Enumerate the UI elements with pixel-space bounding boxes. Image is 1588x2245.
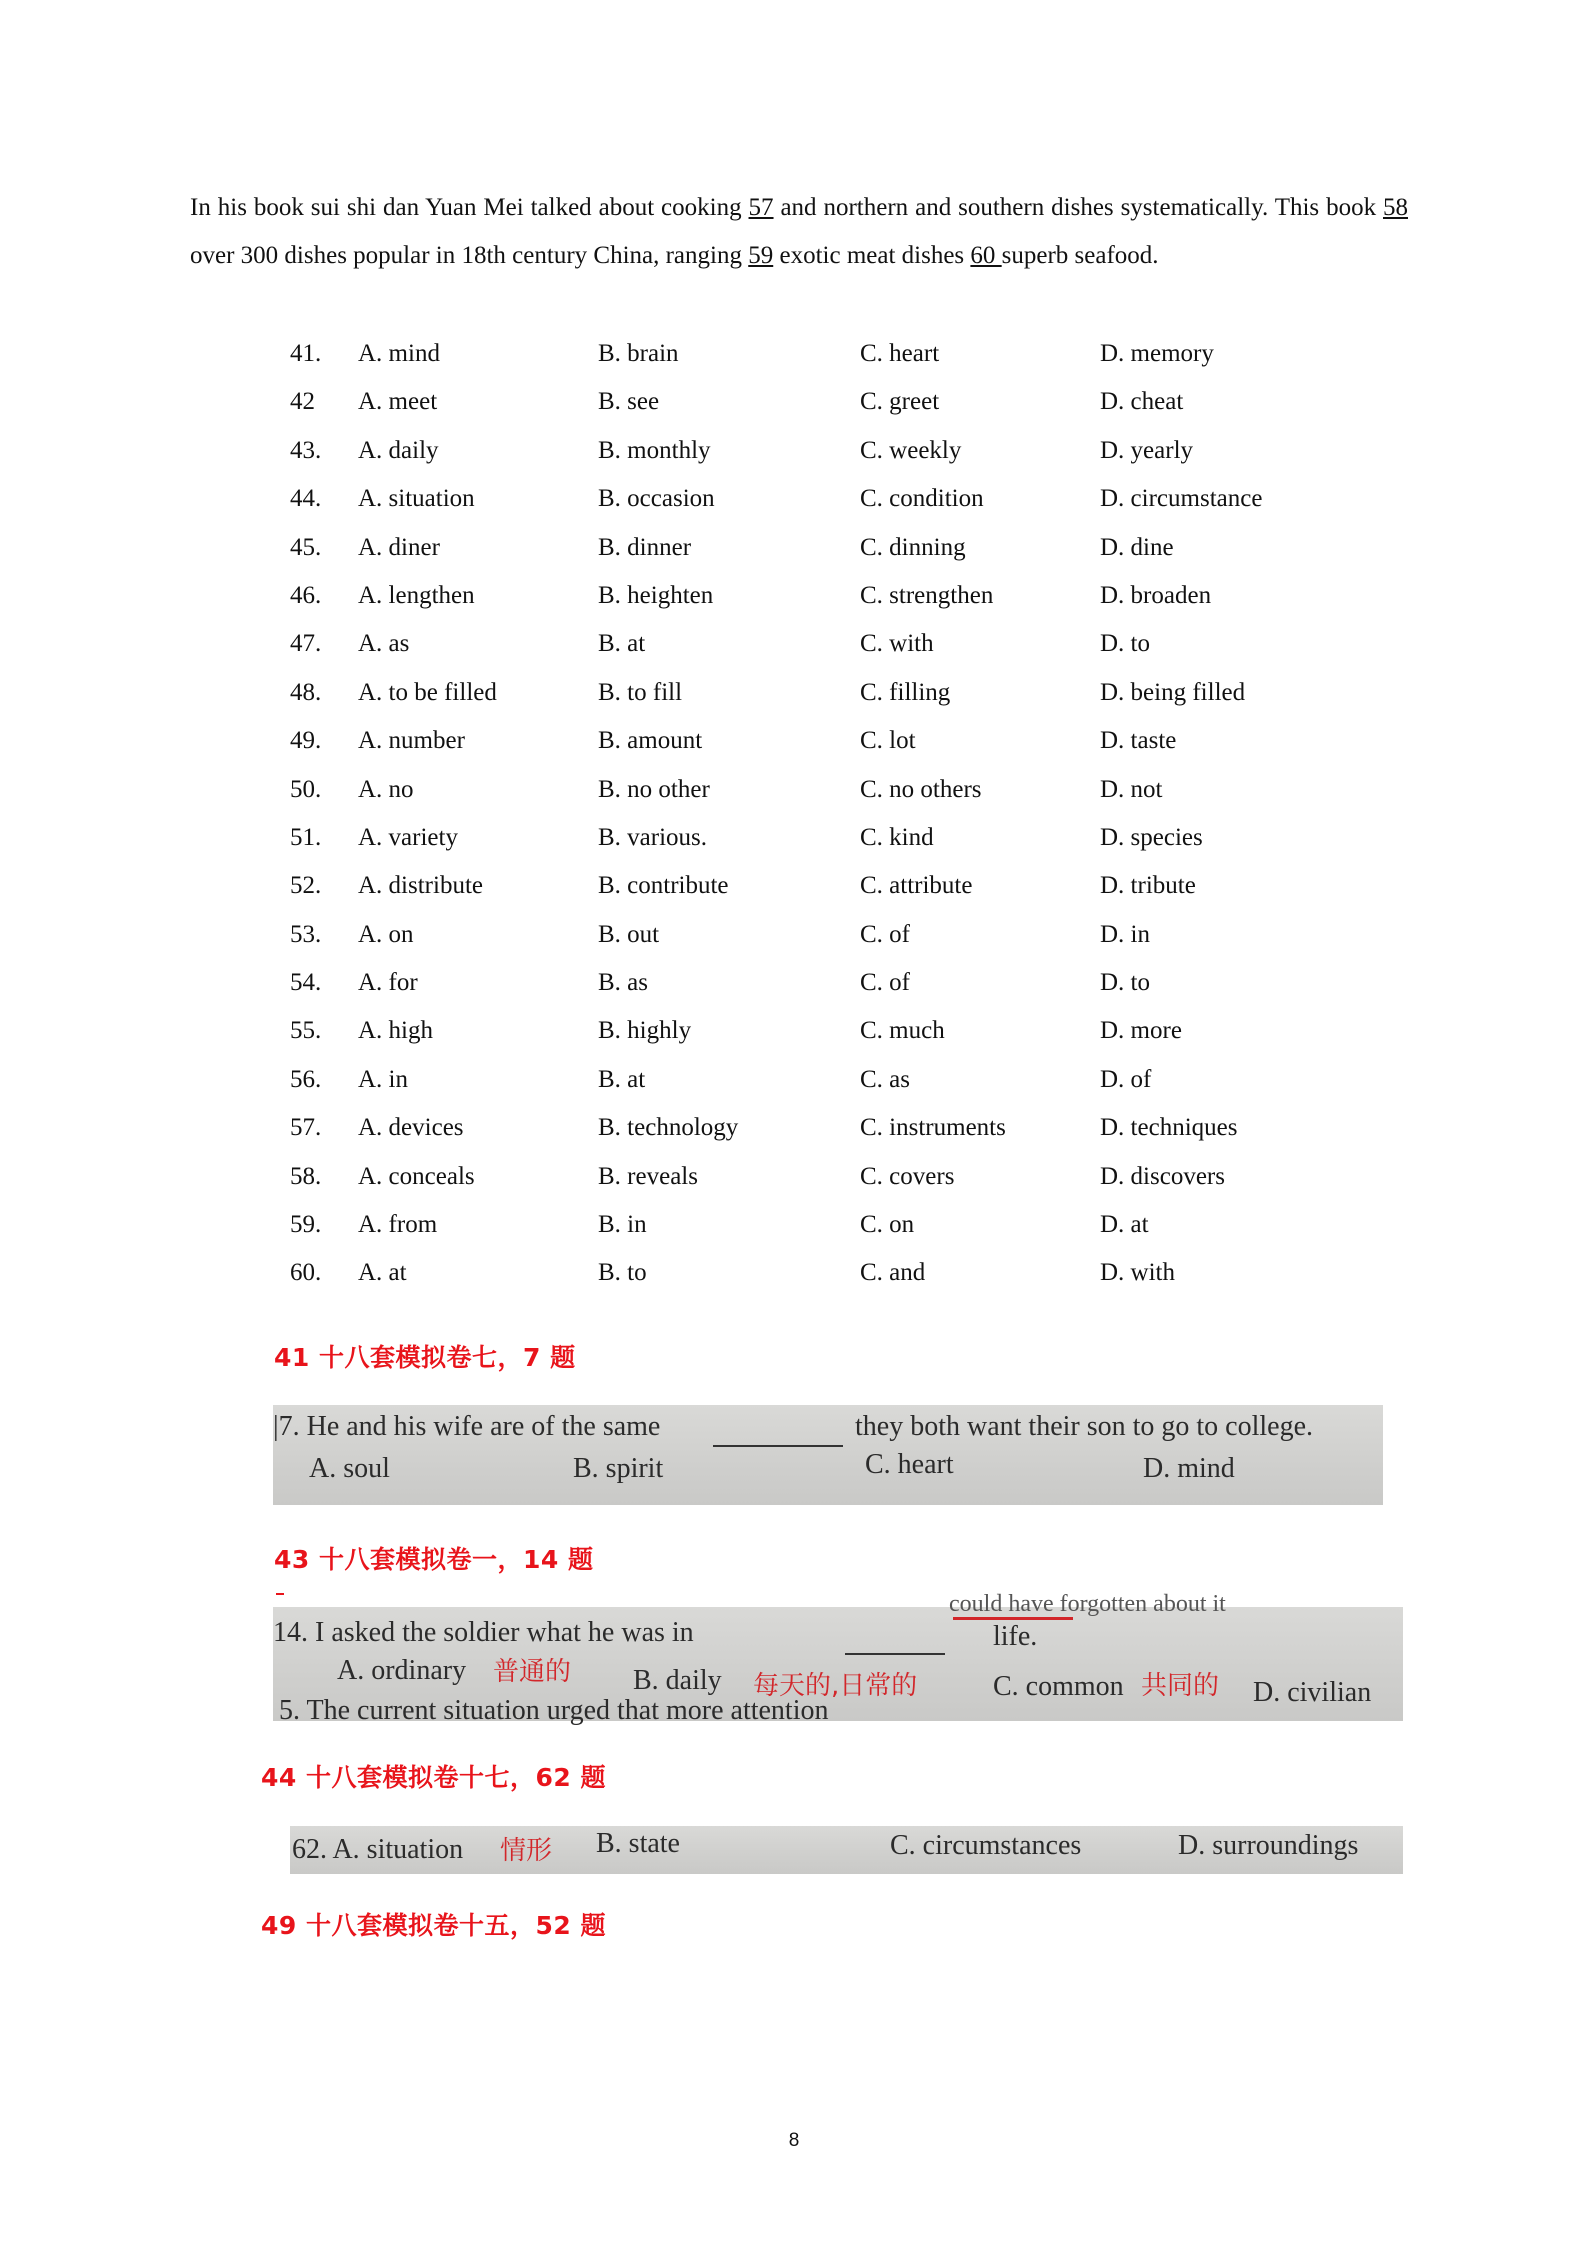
question-row [0, 862, 1588, 910]
option-b: B. dinner [598, 533, 692, 561]
question-number: 50. [290, 775, 322, 803]
reference-41: 41 十八套模拟卷七，7 题 [274, 1343, 576, 1372]
reference-49: 49 十八套模拟卷十五，52 题 [261, 1911, 606, 1940]
snippet-option-a: A. ordinary [337, 1655, 467, 1686]
option-c: C. attribute [860, 872, 973, 900]
option-b: B. at [598, 1065, 646, 1093]
handwritten-note: 情形 [500, 1836, 553, 1866]
option-c: C. strengthen [860, 581, 994, 609]
question-row [0, 1007, 1588, 1055]
option-a: A. diner [358, 533, 440, 561]
question-row [0, 669, 1588, 717]
option-b: B. as [598, 969, 648, 997]
option-b: B. monthly [598, 436, 711, 464]
option-d: D. memory [1100, 340, 1214, 367]
question-number: 44. [290, 485, 322, 513]
option-c: C. greet [860, 388, 940, 416]
passage-part: In his book sui shi dan Yuan Mei talked about cooking [190, 194, 749, 221]
question-row [0, 524, 1588, 572]
question-number: 43. [290, 436, 322, 464]
option-a: A. from [358, 1211, 438, 1239]
option-d: D. more [1100, 1017, 1182, 1045]
snippet-stem: they both want their son to go to college. [855, 1411, 1314, 1442]
snippet-option-d: D. mind [1143, 1453, 1235, 1484]
option-c: C. of [860, 969, 910, 997]
question-number: 42 [290, 388, 315, 416]
question-number: 54. [290, 969, 322, 997]
option-a: A. distribute [358, 872, 483, 900]
option-d: D. tribute [1100, 872, 1196, 900]
blank-57: 57 [748, 194, 774, 221]
reference-43: 43 十八套模拟卷一，14 题 [274, 1545, 594, 1574]
option-b: B. reveals [598, 1162, 698, 1190]
option-b: B. see [598, 388, 660, 416]
option-d: D. to [1100, 630, 1150, 658]
question-row [0, 1249, 1588, 1297]
question-number: 49. [290, 727, 322, 755]
answer-blank-line [845, 1653, 945, 1655]
snippet-option-b: B. daily [633, 1665, 722, 1696]
option-a: A. number [358, 727, 465, 755]
question-number: 45. [290, 533, 322, 561]
option-b: B. brain [598, 340, 679, 367]
option-d: D. species [1100, 823, 1203, 851]
option-a: A. to be filled [358, 678, 497, 706]
passage-text [190, 184, 1408, 280]
option-c: C. on [860, 1211, 915, 1239]
question-row [0, 378, 1588, 426]
option-c: C. kind [860, 823, 934, 851]
option-a: A. on [358, 920, 414, 948]
option-a: A. daily [358, 436, 439, 464]
snippet-option-a: A. soul [309, 1453, 390, 1484]
snippet-option-c: C. heart [865, 1449, 954, 1480]
option-a: A. lengthen [358, 581, 475, 609]
option-b: B. technology [598, 1114, 739, 1142]
question-number: 53. [290, 920, 322, 948]
option-d: D. not [1100, 775, 1163, 803]
option-b: B. highly [598, 1017, 692, 1045]
option-a: A. in [358, 1065, 408, 1093]
option-b: B. heighten [598, 581, 714, 609]
option-d: D. with [1100, 1259, 1175, 1287]
question-number: 56. [290, 1065, 322, 1093]
question-row [0, 814, 1588, 862]
question-number: 48. [290, 678, 322, 706]
option-d: D. taste [1100, 727, 1177, 755]
handwritten-note: 每天的,日常的 [753, 1671, 918, 1701]
option-d: D. techniques [1100, 1114, 1238, 1142]
option-c: C. as [860, 1065, 910, 1093]
option-b: B. no other [598, 775, 710, 803]
option-c: C. and [860, 1259, 926, 1287]
question-row [0, 1201, 1588, 1249]
blank-58: 58 [1383, 194, 1408, 221]
question-row [0, 620, 1588, 668]
option-b: B. occasion [598, 485, 715, 513]
option-a: A. conceals [358, 1162, 475, 1190]
question-number: 58. [290, 1162, 322, 1190]
question-row [0, 959, 1588, 1007]
passage-part: and northern and southern dishes systematically. This book [773, 194, 1383, 221]
question-number: 52. [290, 872, 322, 900]
question-number: 51. [290, 823, 322, 851]
snippet-option-c: C. circumstances [890, 1830, 1082, 1861]
options-list [0, 330, 1588, 1298]
handwritten-note: 共同的 [1141, 1671, 1220, 1701]
passage-part: over 300 dishes popular in 18th century China, ranging [190, 242, 749, 269]
option-d: D. being filled [1100, 678, 1246, 706]
snippet-option-b: B. state [596, 1828, 680, 1859]
blank-59: 59 [748, 242, 774, 269]
scan-snippet-q7 [273, 1405, 1383, 1505]
option-c: C. with [860, 630, 934, 658]
option-c: C. of [860, 920, 910, 948]
question-number: 59. [290, 1211, 322, 1239]
option-c: C. filling [860, 678, 951, 706]
question-row [0, 427, 1588, 475]
option-a: A. for [358, 969, 418, 997]
option-b: B. in [598, 1211, 647, 1239]
question-row [0, 717, 1588, 765]
question-row [0, 330, 1588, 378]
scan-snippet-q62 [290, 1826, 1403, 1874]
option-d: D. discovers [1100, 1162, 1225, 1190]
option-c: C. heart [860, 340, 940, 367]
option-d: D. broaden [1100, 581, 1212, 609]
snippet-cut-text: 5. The current situation urged that more attention [279, 1695, 829, 1726]
option-c: C. lot [860, 727, 916, 755]
snippet-option-d: D. surroundings [1178, 1830, 1359, 1861]
option-b: B. various. [598, 823, 708, 851]
question-row [0, 475, 1588, 523]
red-underline [953, 1617, 1073, 1620]
option-d: D. cheat [1100, 388, 1184, 416]
option-c: C. instruments [860, 1114, 1006, 1142]
snippet-stem: |7. He and his wife are of the same [273, 1411, 661, 1442]
question-row [0, 572, 1588, 620]
option-c: C. weekly [860, 436, 962, 464]
passage-part: superb seafood. [1001, 242, 1159, 269]
reference-44: 44 十八套模拟卷十七，62 题 [261, 1763, 606, 1792]
red-mark [276, 1593, 284, 1595]
option-b: B. contribute [598, 872, 729, 900]
option-a: A. meet [358, 388, 438, 416]
option-b: B. at [598, 630, 646, 658]
option-d: D. yearly [1100, 436, 1194, 464]
option-d: D. of [1100, 1065, 1152, 1093]
option-a: A. mind [358, 340, 440, 367]
snippet-option-c: C. common [993, 1671, 1124, 1702]
question-number: 55. [290, 1017, 322, 1045]
option-d: D. circumstance [1100, 485, 1263, 513]
snippet-option-b: B. spirit [573, 1453, 664, 1484]
snippet-cut-text: could have forgotten about it [949, 1591, 1226, 1617]
option-c: C. no others [860, 775, 982, 803]
answer-blank-line [713, 1445, 843, 1447]
option-a: A. variety [358, 823, 458, 851]
scan-snippet-q14 [273, 1591, 1403, 1726]
option-d: D. to [1100, 969, 1150, 997]
option-c: C. dinning [860, 533, 966, 561]
question-number: 41. [290, 340, 322, 367]
question-row [0, 911, 1588, 959]
option-c: C. covers [860, 1162, 955, 1190]
option-a: A. at [358, 1259, 407, 1287]
question-number: 60. [290, 1259, 322, 1287]
option-c: C. much [860, 1017, 945, 1045]
option-a: A. as [358, 630, 410, 658]
question-number: 57. [290, 1114, 322, 1142]
page-number: 8 [788, 2130, 800, 2151]
option-b: B. out [598, 920, 660, 948]
option-a: A. no [358, 775, 414, 803]
option-c: C. condition [860, 485, 984, 513]
snippet-stem: life. [993, 1621, 1038, 1652]
option-a: A. devices [358, 1114, 464, 1142]
question-row [0, 1056, 1588, 1104]
option-a: A. situation [358, 485, 475, 513]
question-row [0, 1153, 1588, 1201]
option-d: D. dine [1100, 533, 1174, 561]
option-d: D. at [1100, 1211, 1149, 1239]
handwritten-note: 普通的 [493, 1657, 572, 1687]
question-row [0, 766, 1588, 814]
option-b: B. amount [598, 727, 703, 755]
blank-60: 60 [970, 242, 1002, 269]
passage-part: exotic meat dishes [773, 242, 971, 269]
option-b: B. to fill [598, 678, 683, 706]
question-row [0, 1104, 1588, 1152]
question-number: 46. [290, 581, 322, 609]
snippet-option-a: 62. A. situation [292, 1834, 464, 1865]
option-d: D. in [1100, 920, 1150, 948]
question-number: 47. [290, 630, 322, 658]
snippet-option-d: D. civilian [1253, 1677, 1372, 1708]
option-b: B. to [598, 1259, 647, 1287]
snippet-stem: 14. I asked the soldier what he was in [273, 1617, 694, 1648]
option-a: A. high [358, 1017, 433, 1045]
